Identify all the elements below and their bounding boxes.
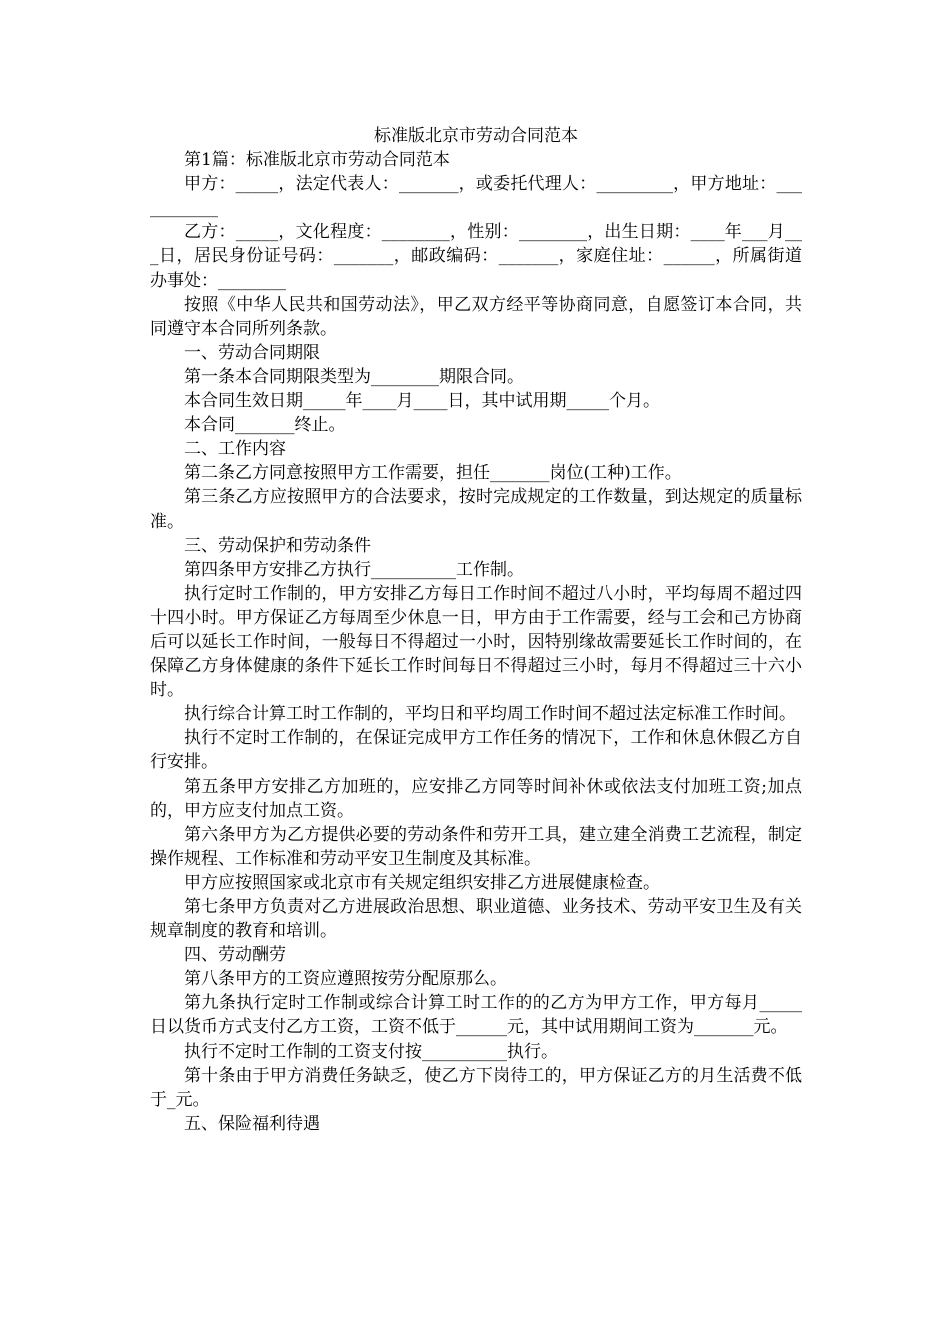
paragraph-health-check: 甲方应按照国家或北京市有关规定组织安排乙方进展健康检查。 [184,872,660,893]
paragraph-clause-10: 第十条由于甲方消费任务缺乏，使乙方下岗待工的，甲方保证乙方的月生活费不低于_元。 [150,1065,802,1110]
paragraph-clause-8: 第八条甲方的工资应遵照按劳分配原那么。 [184,969,507,990]
paragraph-comprehensive-hours: 执行综合计算工时工作制的，平均日和平均周工作时间不超过法定标准工作时间。 [184,704,796,725]
paragraph-termination: 本合同_______终止。 [184,415,346,436]
paragraph-clause-2: 第二条乙方同意按照甲方工作需要，担任_______岗位(工种)工作。 [184,463,682,484]
paragraph-clause-4: 第四条甲方安排乙方执行__________工作制。 [184,559,524,580]
section-heading-insurance: 五、保险福利待遇 [184,1113,320,1134]
paragraph-clause-1: 第一条本合同期限类型为________期限合同。 [184,366,524,387]
paragraph-clause-5: 第五条甲方安排乙方加班的，应安排乙方同等时间补休或依法支付加班工资;加点的，甲方应支付加点工资。 [150,776,802,821]
paragraph-flexible-hours: 执行不定时工作制的，在保证完成甲方工作任务的情况下，工作和休息休假乙方自行安排。 [150,728,802,773]
paragraph-party-a: 甲方：_____，法定代表人：_______，或委托代理人：_________，甲方地址：___________ [150,174,802,219]
paragraph-clause-9: 第九条执行定时工作制或综合计算工时工作的的乙方为甲方工作，甲方每月_____日以货币方式支付乙方工资，工资不低于______元，其中试用期间工资为_______元。 [150,993,802,1038]
paragraph-flexible-pay: 执行不定时工作制的工资支付按__________执行。 [184,1041,558,1062]
paragraph-effective-date: 本合同生效日期_____年____月____日，其中试用期_____个月。 [184,391,660,412]
paragraph-clause-3: 第三条乙方应按照甲方的合法要求，按时完成规定的工作数量，到达规定的质量标准。 [150,487,802,532]
section-heading-remuneration: 四、劳动酬劳 [184,945,286,966]
paragraph-standard-hours: 执行定时工作制的，甲方安排乙方每日工作时间不超过八小时，平均每周不超过四十四小时。甲方保证乙方每周至少休息一日，甲方由于工作需要，经与工会和己方协商后可以延长工作时间，一般每日不得超过一小时，因特别缘故需要延长工作时间的，在保障乙方身体健康的条件下延长工作时间每日不得超过三小时，每月不得超过三十六小时。 [150,583,802,701]
section-heading-labor-protection: 三、劳动保护和劳动条件 [184,535,371,556]
paragraph-article-heading: 第1篇：标准版北京市劳动合同范本 [184,150,450,171]
section-heading-term: 一、劳动合同期限 [184,342,320,363]
paragraph-clause-6: 第六条甲方为乙方提供必要的劳动条件和劳开工具，建立建全消费工艺流程，制定操作规程、工作标准和劳动平安卫生制度及其标准。 [150,824,802,869]
paragraph-party-b: 乙方：_____，文化程度：________，性别：________，出生日期：____年___月___日，居民身份证号码：_______，邮政编码：_______，家庭住址：______，所属街道办事处：________ [150,222,802,291]
document-title: 标准版北京市劳动合同范本 [374,126,578,146]
document-page [150,124,802,1136]
paragraph-clause-7: 第七条甲方负责对乙方进展政治思想、职业道德、业务技术、劳动平安卫生及有关规章制度的教育和培训。 [150,897,802,942]
paragraph-preamble: 按照《中华人民共和国劳动法》，甲乙双方经平等协商同意，自愿签订本合同，共同遵守本合同所列条款。 [150,294,802,339]
section-heading-work-content: 二、工作内容 [184,439,286,460]
